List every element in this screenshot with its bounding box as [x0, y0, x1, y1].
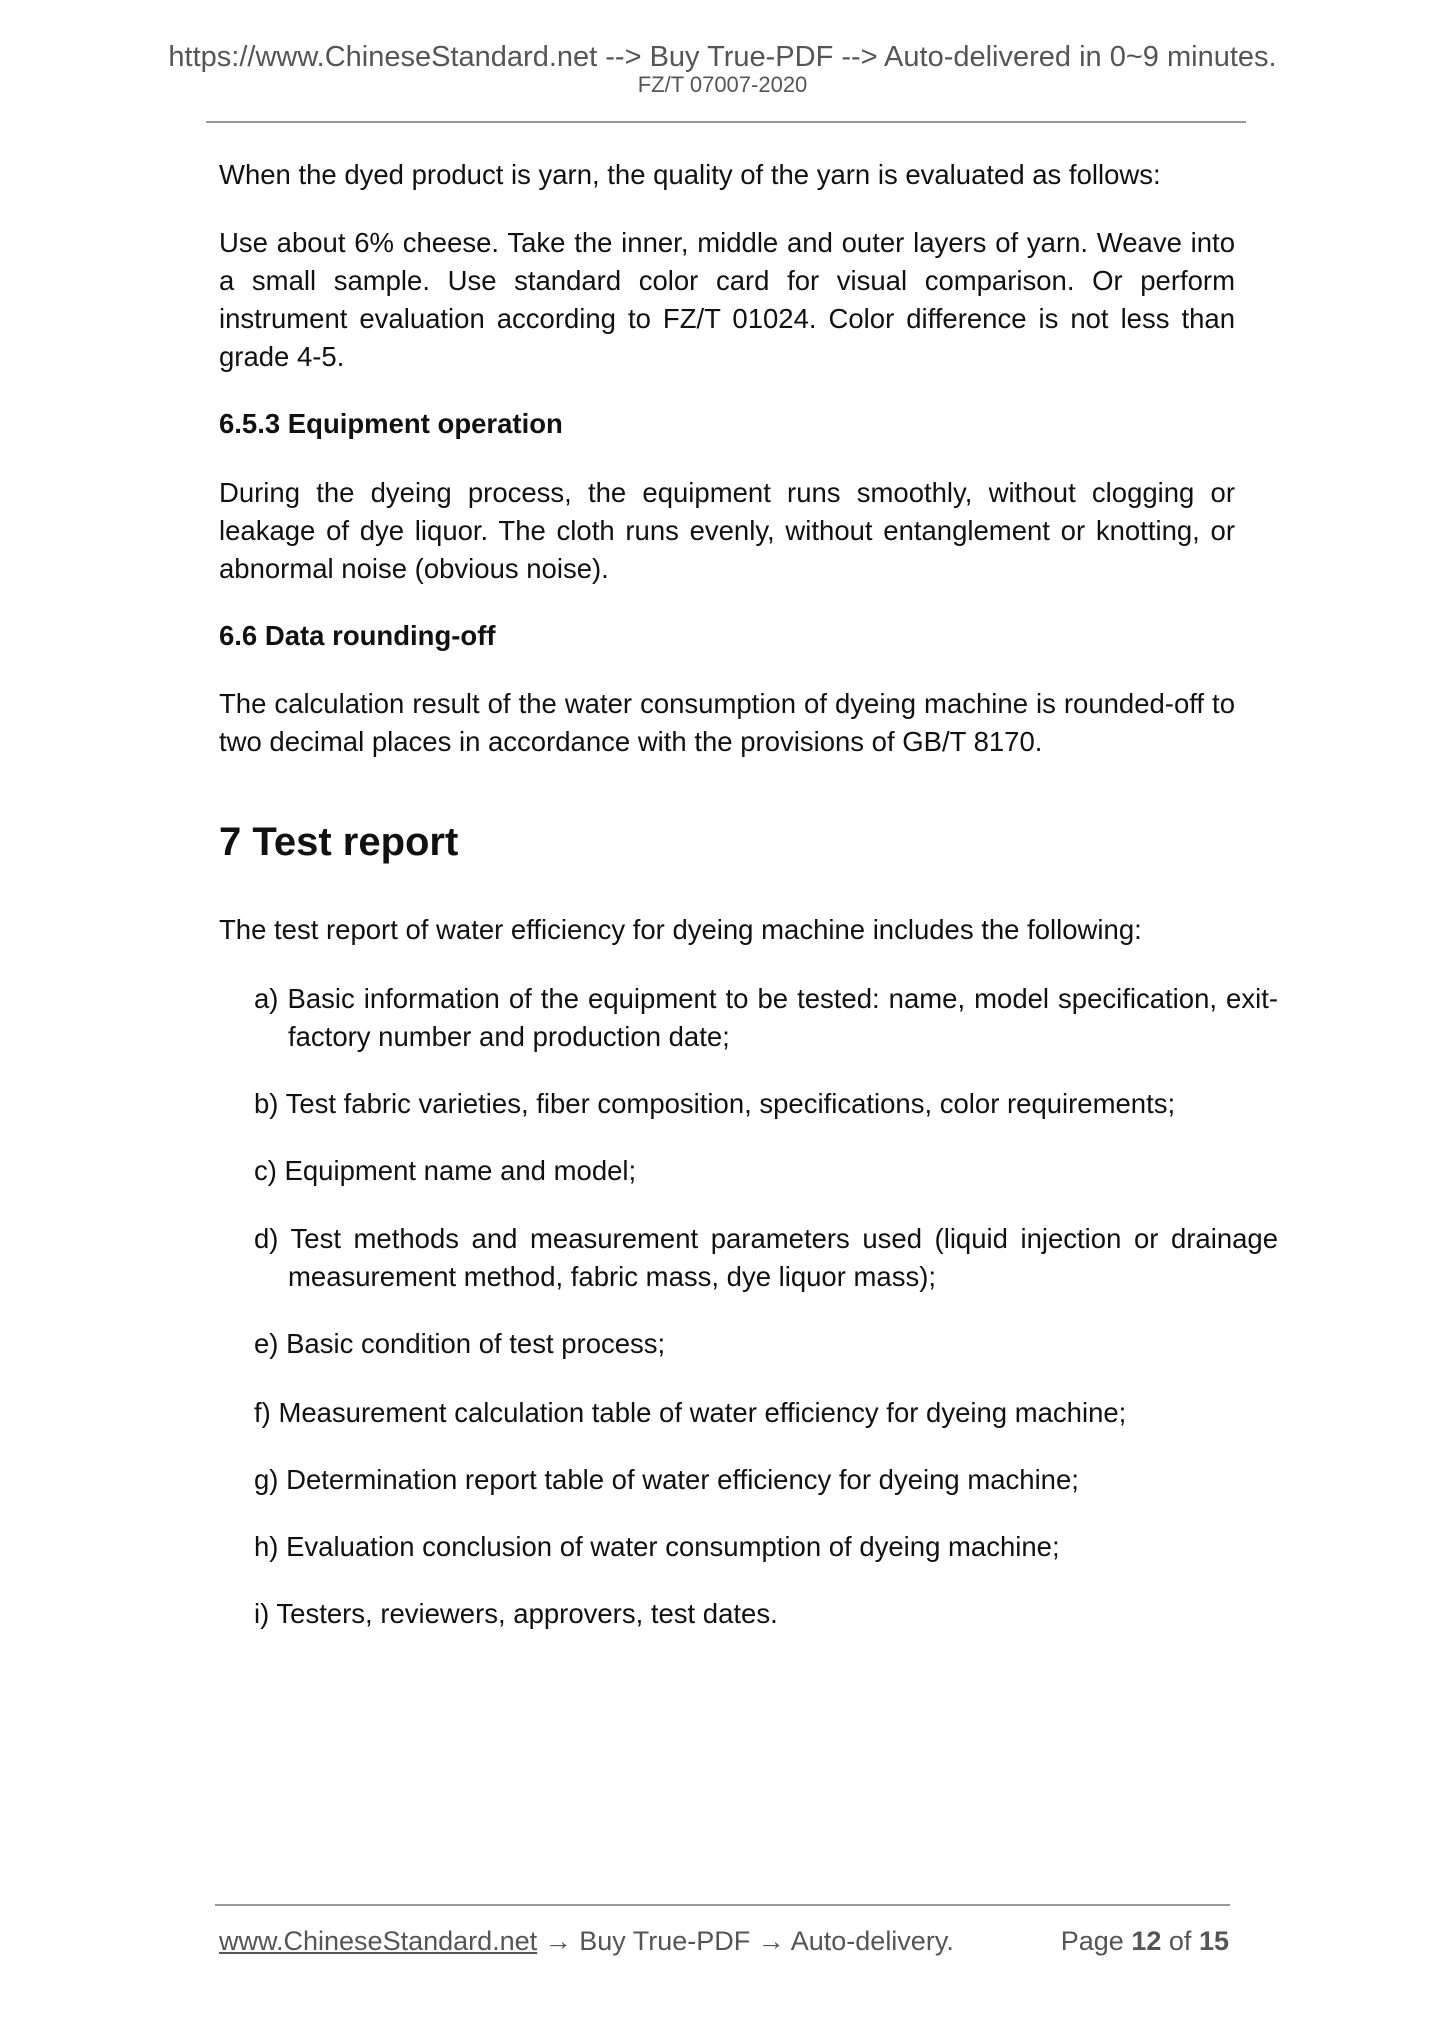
list-item: i) Testers, reviewers, approvers, test dates.	[254, 1598, 778, 1629]
list-item: c) Equipment name and model;	[254, 1155, 637, 1186]
list-item: a) Basic information of the equipment to be tested: name, model specification, exit-factory number and production date;	[254, 983, 1278, 1052]
paragraph: Use about 6% cheese. Take the inner, middle and outer layers of yarn. Weave into a small sample. Use standard color card for visual comparison. Or perform instrument evaluation according to FZ/T 01024. Color difference is not less than grade 4-5.	[219, 227, 1235, 372]
page-indicator	[1061, 1922, 1229, 1960]
paragraph: During the dyeing process, the equipment runs smoothly, without clogging or leakage of dye liquor. The cloth runs evenly, without entanglement or knotting, or abnormal noise (obvious noise).	[219, 477, 1235, 584]
page-label: Page	[1060, 1926, 1124, 1956]
list-item: b) Test fabric varieties, fiber composition, specifications, color requirements;	[254, 1088, 1176, 1119]
header-divider	[206, 121, 1246, 123]
standard-code: FZ/T 07007-2020	[637, 72, 808, 97]
page-current: 12	[1131, 1926, 1162, 1956]
section-heading-6-5-3: 6.5.3 Equipment operation	[219, 408, 563, 439]
list-item: g) Determination report table of water efficiency for dyeing machine;	[254, 1464, 1079, 1495]
header-banner: https://www.ChineseStandard.net --> Buy True-PDF --> Auto-delivered in 0~9 minutes.	[168, 41, 1277, 73]
of-label: of	[1168, 1926, 1192, 1956]
footer-promo	[219, 1922, 954, 1960]
page-total: 15	[1198, 1926, 1229, 1956]
footer-site-link[interactable]: www.ChineseStandard.net	[219, 1926, 538, 1956]
paragraph: When the dyed product is yarn, the quality of the yarn is evaluated as follows:	[219, 159, 1161, 190]
list-item: h) Evaluation conclusion of water consumption of dyeing machine;	[254, 1531, 1060, 1562]
footer-tagline: → Buy True-PDF → Auto-delivery.	[537, 1926, 954, 1956]
list-item: f) Measurement calculation table of water efficiency for dyeing machine;	[254, 1397, 1127, 1428]
paragraph: The test report of water efficiency for dyeing machine includes the following:	[219, 914, 1142, 945]
list-item: d) Test methods and measurement parameters used (liquid injection or drainage measurement method, fabric mass, dye liquor mass);	[254, 1223, 1278, 1292]
section-heading-6-6: 6.6 Data rounding-off	[219, 620, 496, 651]
footer-divider	[215, 1904, 1230, 1906]
paragraph: The calculation result of the water consumption of dyeing machine is rounded-off to two decimal places in accordance with the provisions of GB/T 8170.	[219, 688, 1235, 757]
list-item: e) Basic condition of test process;	[254, 1328, 666, 1359]
section-heading-7: 7 Test report	[219, 820, 459, 864]
